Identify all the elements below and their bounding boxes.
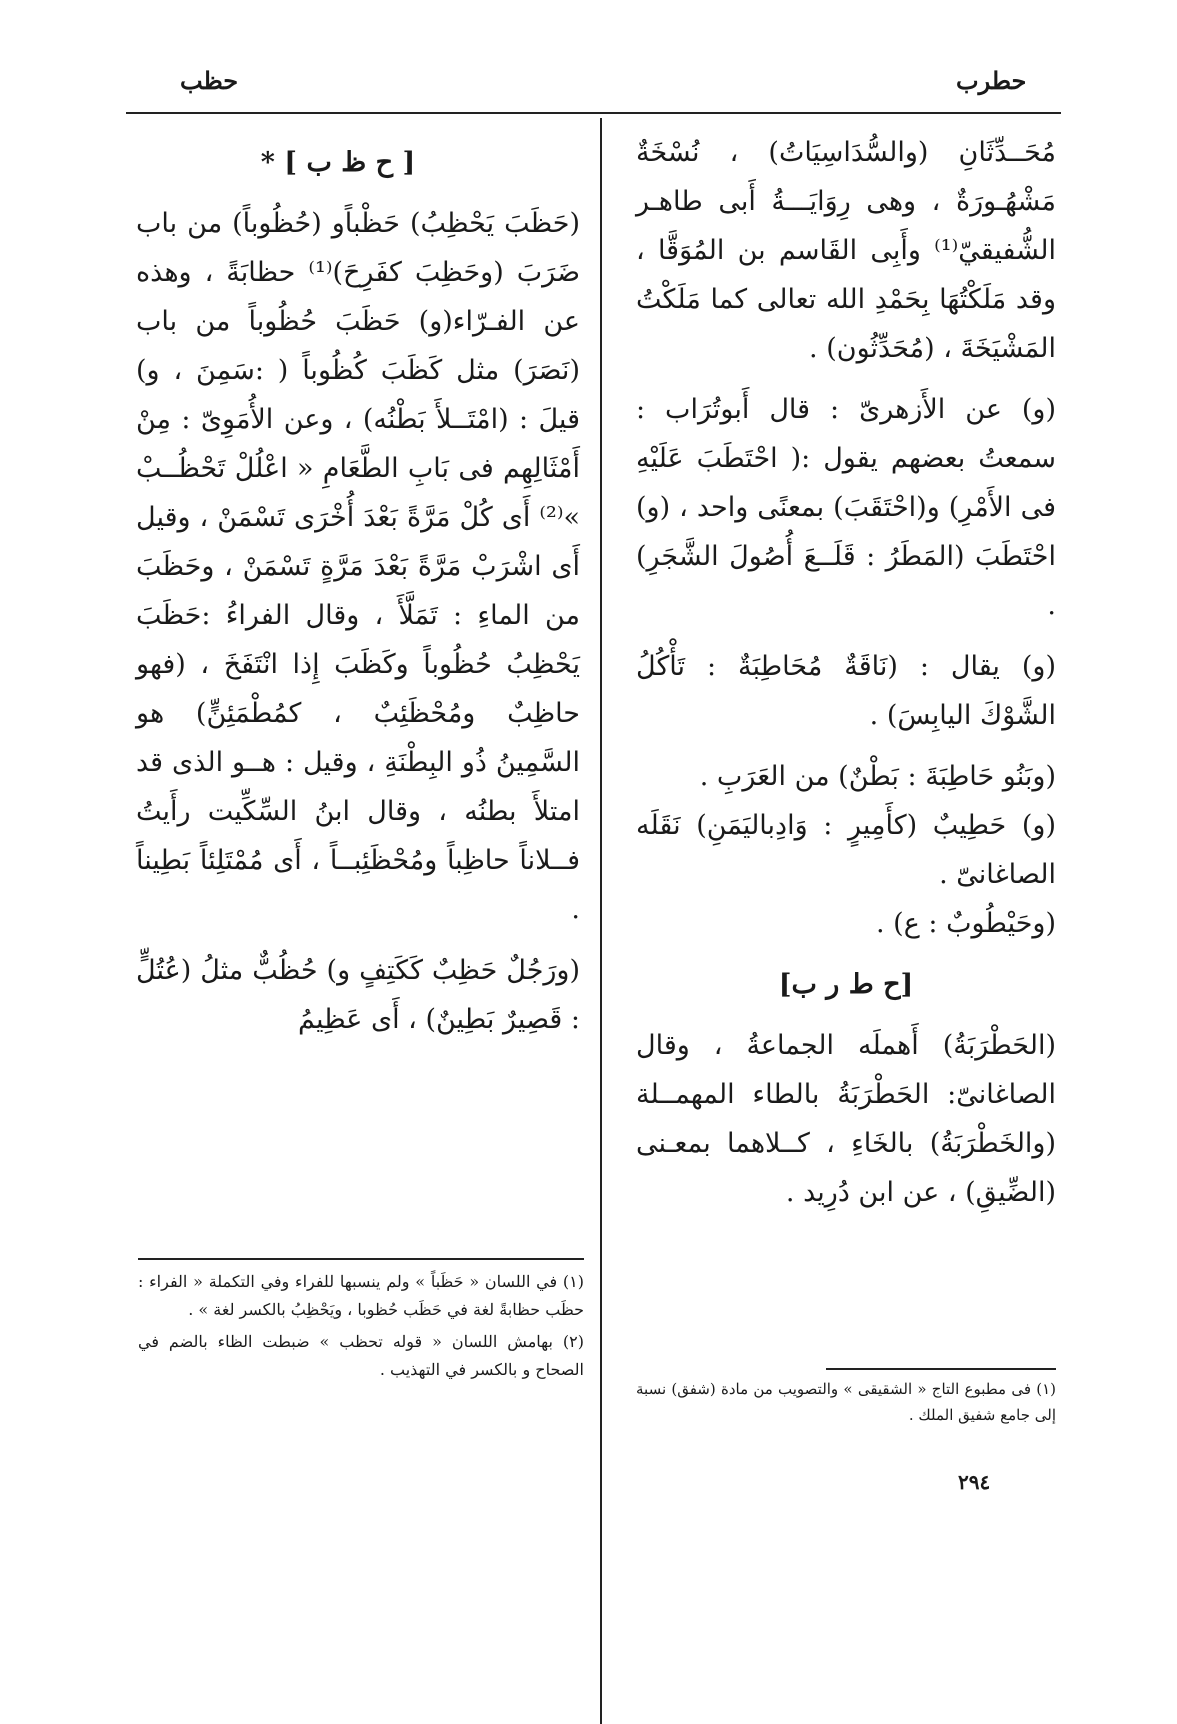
page-number: ٢٩٤ xyxy=(958,1470,991,1494)
entry-paragraph: مُحَــدِّثَانِ (والسُّدَاسِيَاتُ) ، نُسْخَةٌ مَشْهُـورَةٌ ، وهى رِوَايَـــةُ أَبى طاهـر الشُّفيقيّ⁽¹⁾ وأَبِى القَاسم بن المُوَقَّا ، وقد مَلَكْتُهَا بِحَمْدِ الله تعالى كما مَلَكْتُ المَشْيَخَةَ ، (مُحَدِّثُون) . xyxy=(636,137,1056,364)
entry-heading: [ح ط ر ب] xyxy=(778,969,914,1000)
footnote-rule xyxy=(138,1258,584,1260)
entry-paragraph: (حَظَبَ يَحْظِبُ) حَظْباًو (حُظُوباً) من باب ضَرَبَ (وحَظِبَ كفَرِحَ)⁽¹⁾ حظابَةً ، وهذه عن الفـرّاء(و) حَظَبَ حُظُوباً من باب (نَصَرَ) مثل كَظَبَ كُظُوباً ( :سَمِنَ ، و) قيلَ : (امْتَــلأَ بَطْنُه) ، وعن الأُمَوِىّ : مِنْ أَمْثَالِهِم فى بَابِ الطَّعَامِ « اعْلُلْ تَحْظُــبْ »⁽²⁾ أَى كُلْ مَرَّةً بَعْدَ أُخْرَى تَسْمَنْ ، وقيل أَى اشْرَبْ مَرَّةً بَعْدَ مَرَّةٍ تَسْمَنْ ، وحَظَبَ من الماءِ : تَمَلَّأَ ، وقال الفراءُ :حَظَبَ يَحْظِبُ حُظُوباً وكَظَبَ إِذا انْتَفَخَ ، (فهو حاظِبٌ ومُحْظَئِبٌ ، كمُطْمَئِنٍّ) هو السَّمِينُ ذُو البِطْنَةِ ، وقيل : هــو الذى قد امتلأَ بطنُه ، وقال ابنُ السِّكِّيت رأَيتُ فــلاناً حاظِباً ومُحْظَئِبــاً ، أَى مُمْتَلِئاً بَطِيناً . xyxy=(136,208,580,925)
footnote: (١) فى مطبوع التاج « الشقيقى » والتصويب من مادة (شفق) نسبة إلى جامع شفيق الملك . xyxy=(636,1380,1056,1424)
entry-paragraph: (و) يقال : (نَاقَةٌ مُحَاطِبَةٌ : تَأْكُلُ الشَّوْكَ اليابِسَ) . xyxy=(636,651,1056,731)
left-column xyxy=(136,138,580,1056)
running-head-right: حطرب xyxy=(956,66,1027,95)
entry-heading: [ ح ظ ب ] * xyxy=(260,147,416,178)
running-head-left: حظب xyxy=(180,66,239,95)
right-column xyxy=(636,128,1056,1229)
footnote: (١) في اللسان « حَظَباً » ولم ينسبها للفراء وفي التكملة « الفراء : حظَب حظابةً لغة في حَظَب حُظوبا ، ويَحْظِبُ بالكسر لغة » . xyxy=(138,1272,584,1319)
entry-paragraph: (و) حَطِيبٌ (كأَمِيرٍ : وَادِباليَمَنِ) نَقَلَه الصاغانىّ . xyxy=(636,810,1056,890)
entry-paragraph: (الحَطْرَبَةُ) أَهملَه الجماعةُ ، وقال الصاغانىّ: الحَطْرَبَةُ بالطاء المهمــلة (والخَطْرَبَةُ) بالخَاءِ ، كــلاهما بمعـنى (الضِّيقِ) ، عن ابن دُرِيد . xyxy=(636,1030,1056,1208)
footnote: (٢) بهامش اللسان « قوله تحظب » ضبطت الظاء بالضم في الصحاح و بالكسر في التهذيب . xyxy=(138,1332,584,1379)
entry-paragraph: (و) عن الأَزهرىّ : قال أَبوتُرَاب : سمعتُ بعضهم يقول :( احْتَطَبَ عَلَيْهِ فى الأَمْرِ) و(احْتَقَبَ) بمعنًى واحد ، (و) احْتَطَبَ (المَطَرُ : قَلَــعَ أُصُولَ الشَّجَرِ) . xyxy=(636,394,1056,621)
column-divider xyxy=(600,118,602,1724)
entry-paragraph: (وبَنُو حَاطِبَةَ : بَطْنٌ) من العَرَبِ . xyxy=(699,761,1056,792)
header-rule xyxy=(126,112,1061,114)
left-footnotes xyxy=(138,1268,584,1388)
right-footnotes xyxy=(636,1376,1056,1432)
footnote-rule xyxy=(826,1368,1056,1370)
entry-paragraph: (وحَيْطُوبٌ : ع) . xyxy=(876,908,1056,939)
entry-paragraph: (ورَجُلٌ حَظِبٌ كَكَتِفٍ و) حُظُبٌّ مثلُ (عُتُلٍّ : قَصِيرٌ بَطِينٌ) ، أَى عَظِيمُ xyxy=(136,955,580,1035)
